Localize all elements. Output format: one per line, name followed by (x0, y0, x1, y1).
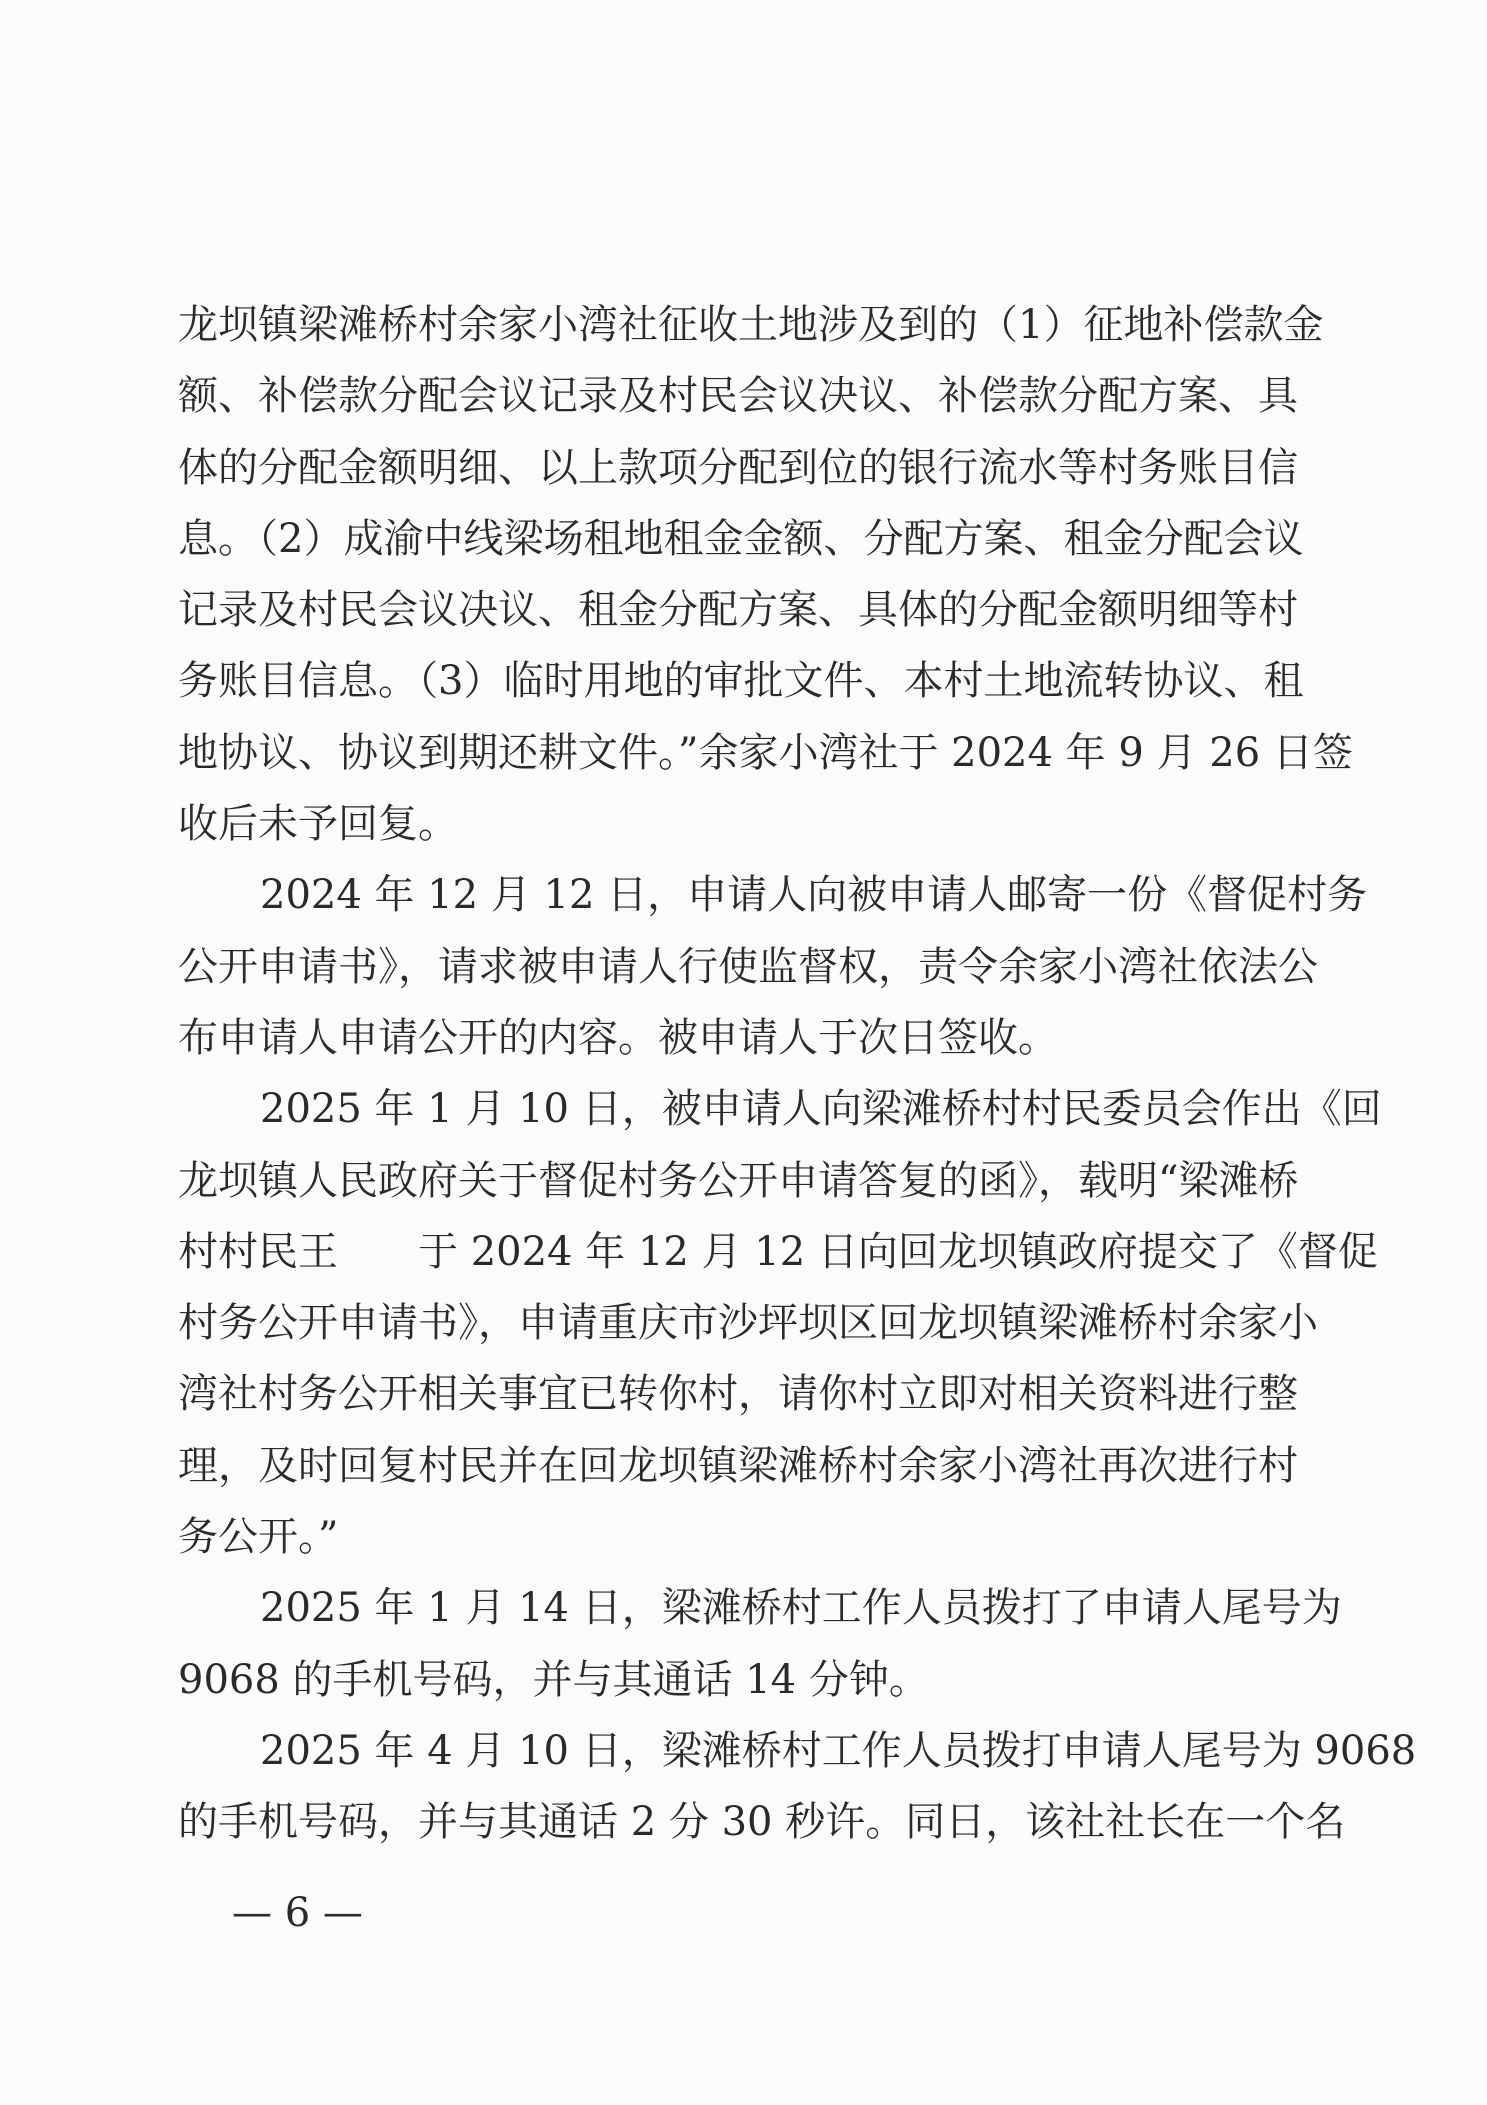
text-line: 体的分配金额明细、以上款项分配到位的银行流水等村务账目信 (178, 444, 1298, 491)
paragraph-4 (178, 1573, 1342, 1716)
text-line: 收后未予回复。 (178, 801, 458, 848)
text-line: 村村民王 于 2024 年 12 月 12 日向回龙坝镇政府提交了《督促 (178, 1228, 1378, 1275)
text-line: 布申请人申请公开的内容。被申请人于次日签收。 (178, 1014, 1058, 1061)
text-line: 2025 年 1 月 10 日，被申请人向梁滩桥村村民委员会作出《回 (260, 1086, 1382, 1133)
text-line: 记录及村民会议决议、租金分配方案、具体的分配金额明细等村 (178, 587, 1298, 634)
text-line: 的手机号码，并与其通话 2 分 30 秒许。同日，该社社长在一个名 (178, 1799, 1346, 1846)
paragraph-3 (178, 1074, 1382, 1573)
page-number: — 6 — (232, 1890, 363, 1936)
text-line: 务账目信息。（3）临时用地的审批文件、本村土地流转协议、租 (178, 658, 1304, 705)
text-line: 村务公开申请书》，申请重庆市沙坪坝区回龙坝镇梁滩桥村余家小 (178, 1300, 1318, 1347)
text-line: 2025 年 1 月 14 日，梁滩桥村工作人员拨打了申请人尾号为 (260, 1585, 1342, 1632)
document-body (178, 290, 1417, 1859)
text-line: 龙坝镇梁滩桥村余家小湾社征收土地涉及到的（1）征地补偿款金 (178, 302, 1324, 348)
text-line: 龙坝镇人民政府关于督促村务公开申请答复的函》，载明“梁滩桥 (178, 1157, 1299, 1204)
text-line: 理，及时回复村民并在回龙坝镇梁滩桥村余家小湾社再次进行村 (178, 1442, 1298, 1489)
text-line: 9068 的手机号码，并与其通话 14 分钟。 (178, 1656, 929, 1703)
text-line: 公开申请书》，请求被申请人行使监督权，责令余家小湾社依法公 (178, 943, 1318, 990)
text-line: 2025 年 4 月 10 日，梁滩桥村工作人员拨打申请人尾号为 9068 (260, 1727, 1417, 1774)
text-line: 2024 年 12 月 12 日，申请人向被申请人邮寄一份《督促村务 (260, 872, 1368, 919)
paragraph-2 (178, 860, 1368, 1074)
paragraph-5 (178, 1716, 1417, 1859)
text-line: 务公开。” (178, 1514, 339, 1561)
text-line: 湾社村务公开相关事宜已转你村，请你村立即对相关资料进行整 (178, 1371, 1298, 1418)
paragraph-1 (178, 290, 1353, 860)
text-line: 息。（2）成渝中线梁场租地租金金额、分配方案、租金分配会议 (178, 515, 1304, 562)
text-line: 额、补偿款分配会议记录及村民会议决议、补偿款分配方案、具 (178, 373, 1298, 420)
text-line: 地协议、协议到期还耕文件。”余家小湾社于 2024 年 9 月 26 日签 (178, 729, 1353, 776)
